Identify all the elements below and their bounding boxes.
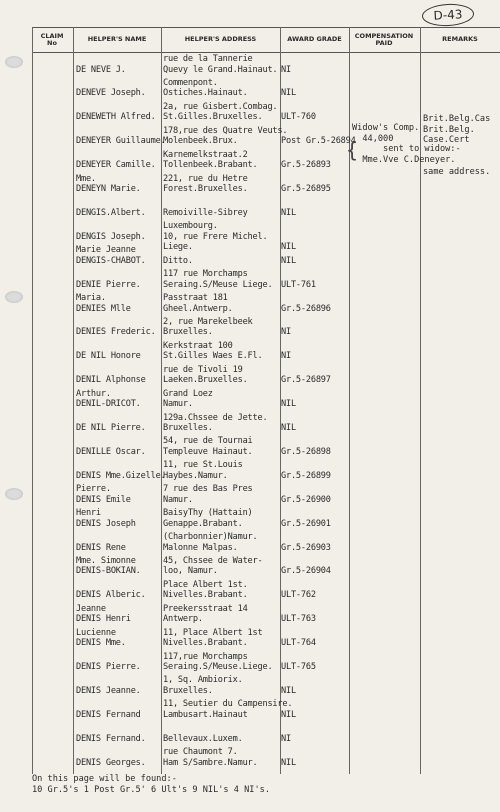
table-row [0, 365, 500, 387]
table-row [0, 580, 500, 602]
table-row [0, 413, 500, 435]
header-claim-no: CLAIM No [40, 31, 64, 47]
helper-name: DENIS Rene [76, 542, 126, 553]
table-row [0, 293, 500, 315]
table-row [0, 436, 500, 458]
header-compensation-paid: COMPENSATION PAID [354, 31, 414, 47]
award-grade: Gr.5-26903 [281, 542, 331, 553]
helper-name: DENGIS Joseph. [76, 231, 146, 242]
helper-name: DENIS Alberic. [76, 590, 146, 601]
helper-address: Karnemelkstraat.2 Tollenbeek.Brabant. [163, 149, 258, 171]
helper-name: DENEVE Joseph. [76, 88, 146, 99]
helper-name: DENIS Fernand. [76, 733, 146, 744]
table-row [0, 699, 500, 721]
table-row [0, 532, 500, 554]
award-grade: Gr.5-26895 [281, 184, 331, 194]
helper-name: Mme. Simonne DENIS-BOKIAN. [76, 555, 141, 577]
table-row [0, 317, 500, 339]
helper-address: BaisyThy (Hattain) Genappe.Brabant. [163, 508, 253, 529]
table-row [0, 652, 500, 674]
table-row [0, 197, 500, 219]
table-row [0, 269, 500, 291]
helper-address: Preekersstraat 14 Antwerp. [163, 603, 248, 625]
helper-address: 117 rue Morchamps Seraing.S/Meuse Liege. [163, 269, 273, 290]
award-grade: NIL [281, 685, 296, 696]
award-grade: Gr.5-26901 [281, 518, 331, 529]
helper-address: 221, rue du Hetre Forest.Bruxelles. [163, 173, 248, 194]
award-grade: NIL [281, 757, 296, 768]
table-row [0, 460, 500, 482]
helper-address: 11, Place Albert 1st Nivelles.Brabant. [163, 627, 263, 649]
award-grade: NI [281, 733, 291, 744]
table-row [0, 341, 500, 363]
award-grade: NIL [281, 255, 296, 266]
award-grade: Gr.5-26893 [281, 160, 331, 171]
helper-name: DENEYER Guillaume. [76, 136, 166, 147]
helper-name: DENILLE Oscar. [76, 446, 146, 457]
helper-name: Jeanne DENIS Henri [76, 603, 131, 625]
helper-name: DENEYER Camille. [76, 160, 156, 171]
award-grade: Gr.5-26899 [281, 470, 331, 481]
helper-address: 178,rue des Quatre Veuts. Molenbeek.Brux. [163, 125, 288, 147]
helper-address: Place Albert 1st. Nivelles.Brabant. [163, 579, 248, 601]
helper-address: Bellevaux.Luxem. [163, 733, 243, 744]
award-grade: ULT-763 [281, 614, 316, 625]
table-row [0, 508, 500, 530]
helper-address: rue de la Tannerie Quevy le Grand.Hainaut. [163, 54, 278, 75]
award-grade: NIL [281, 88, 296, 99]
helper-name: Arthur. DENIL-DRICOT. [76, 388, 141, 410]
page-number: D-43 [421, 3, 474, 28]
award-grade: Gr.5-26896 [281, 303, 331, 314]
helper-address: 54, rue de Tournai Templeuve Hainaut. [163, 436, 253, 457]
helper-address: Passtraat 181 Gheel.Antwerp. [163, 293, 233, 314]
helper-address: 2a, rue Gisbert.Combag. St.Gilles.Bruxelles. [163, 101, 278, 123]
helper-name: DENIE Pierre. [76, 279, 141, 290]
table-row [0, 78, 500, 100]
table-row [0, 221, 500, 253]
award-grade: ULT-760 [281, 112, 316, 123]
remarks-note: Brit.Belg.Cas Brit.Belg. Case.Cert same address. [423, 114, 491, 177]
helper-address: 11, Seutier du Campensire. Lambusart.Hainaut [163, 699, 293, 720]
helper-name: DENEWETH Alfred. [76, 112, 156, 123]
helper-address: Grand Loez Namur. [163, 388, 213, 410]
helper-address: 117,rue Morchamps Seraing.S/Meuse.Liege. [163, 651, 273, 672]
award-grade: ULT-761 [281, 279, 316, 290]
table-row [0, 54, 500, 76]
award-grade: Gr.5-26900 [281, 494, 331, 505]
helper-address: Commenpont. Ostiches.Hainaut. [163, 77, 248, 99]
award-grade: NIL [281, 399, 296, 410]
table-row [0, 389, 500, 411]
award-grade: NIL [281, 423, 296, 433]
table-row [0, 628, 500, 650]
helper-name: Pierre. DENIS Emile [76, 484, 131, 505]
table-row [0, 484, 500, 506]
table-row [0, 245, 500, 267]
helper-name: DE NIL Pierre. [76, 423, 146, 433]
header-helper-address: HELPER'S ADDRESS [184, 35, 257, 44]
helper-name: DENGIS.Albert. [76, 207, 146, 218]
table-row [0, 723, 500, 745]
award-grade: ULT-765 [281, 662, 316, 672]
helper-address: rue de Tivoli 19 Laeken.Bruxelles. [163, 364, 248, 386]
helper-name: Mme. DENEYN Marie. [76, 173, 141, 194]
award-grade: NI [281, 351, 291, 362]
helper-address: 7 rue des Bas Pres Namur. [163, 484, 253, 505]
award-grade: NIL [281, 709, 296, 720]
helper-name: Lucienne DENIS Mme. [76, 627, 126, 649]
helper-address: 1, Sq. Ambiorix. Bruxelles. [163, 675, 243, 696]
table-header [32, 27, 500, 53]
bracket-mark: { [346, 138, 359, 162]
award-grade: ULT-764 [281, 638, 316, 649]
page-summary: On this page will be found:- 10 Gr.5's 1 Post Gr.5' 6 Ult's 9 NIL's 4 NI's. [32, 774, 270, 795]
header-helper-name: HELPER'S NAME [87, 35, 147, 44]
header-remarks: REMARKS [442, 35, 478, 44]
helper-name: Henri DENIS Joseph [76, 508, 136, 529]
award-grade: NI [281, 327, 291, 338]
helper-name: DENIS Fernand [76, 709, 141, 720]
award-grade: Gr.5-26904 [281, 566, 331, 577]
helper-address: Remoiville-Sibrey [163, 207, 248, 218]
helper-name: DENIL Alphonse [76, 375, 146, 386]
award-grade: Post Gr.5-26894 [281, 136, 356, 147]
award-grade: NI [281, 64, 291, 75]
helper-address: rue Chaumont 7. Ham S/Sambre.Namur. [163, 747, 258, 768]
helper-address: 2, rue Marekelbeek Bruxelles. [163, 316, 253, 338]
helper-address: 11, rue St.Louis Haybes.Namur. [163, 460, 243, 481]
helper-name: DE NIL Honore [76, 351, 141, 362]
helper-address: 45, Chssee de Water- loo, Namur. [163, 555, 263, 577]
award-grade: Gr.5-26897 [281, 375, 331, 386]
compensation-note: Widow's Comp. 44,000 sent to widow:- Mme.Vve C.Deneyer. [352, 123, 461, 165]
helper-name: Marie Jeanne DENGIS-CHABOT. [76, 245, 146, 266]
award-grade: ULT-762 [281, 590, 316, 601]
table-row [0, 747, 500, 769]
table-row [0, 604, 500, 626]
helper-name: DENIES Frederic. [76, 327, 156, 338]
helper-address: Kerkstraat 100 St.Gilles Waes E.Fl. [163, 340, 263, 362]
helper-name: DENIS Pierre. [76, 662, 141, 672]
award-grade: NIL [281, 242, 296, 253]
table-row [0, 675, 500, 697]
table-row [0, 556, 500, 578]
helper-name: DE NEVE J. [76, 64, 126, 75]
helper-address: Luxembourg. 10, rue Frere Michel. Liege. [163, 221, 268, 253]
helper-address: 129a.Chssee de Jette. Bruxelles. [163, 412, 268, 433]
helper-name: DENIS Georges. [76, 757, 146, 768]
helper-name: Maria. DENIES Mlle [76, 293, 131, 314]
helper-name: DENIS Jeanne. [76, 685, 141, 696]
award-grade: NIL [281, 207, 296, 218]
helper-address: (Charbonnier)Namur. Malonne Malpas. [163, 532, 258, 553]
header-award-grade: AWARD GRADE [287, 35, 342, 44]
helper-address: Ditto. [163, 255, 193, 266]
award-grade: Gr.5-26898 [281, 446, 331, 457]
helper-name: DENIS Mme.Gizelle. [76, 470, 166, 481]
